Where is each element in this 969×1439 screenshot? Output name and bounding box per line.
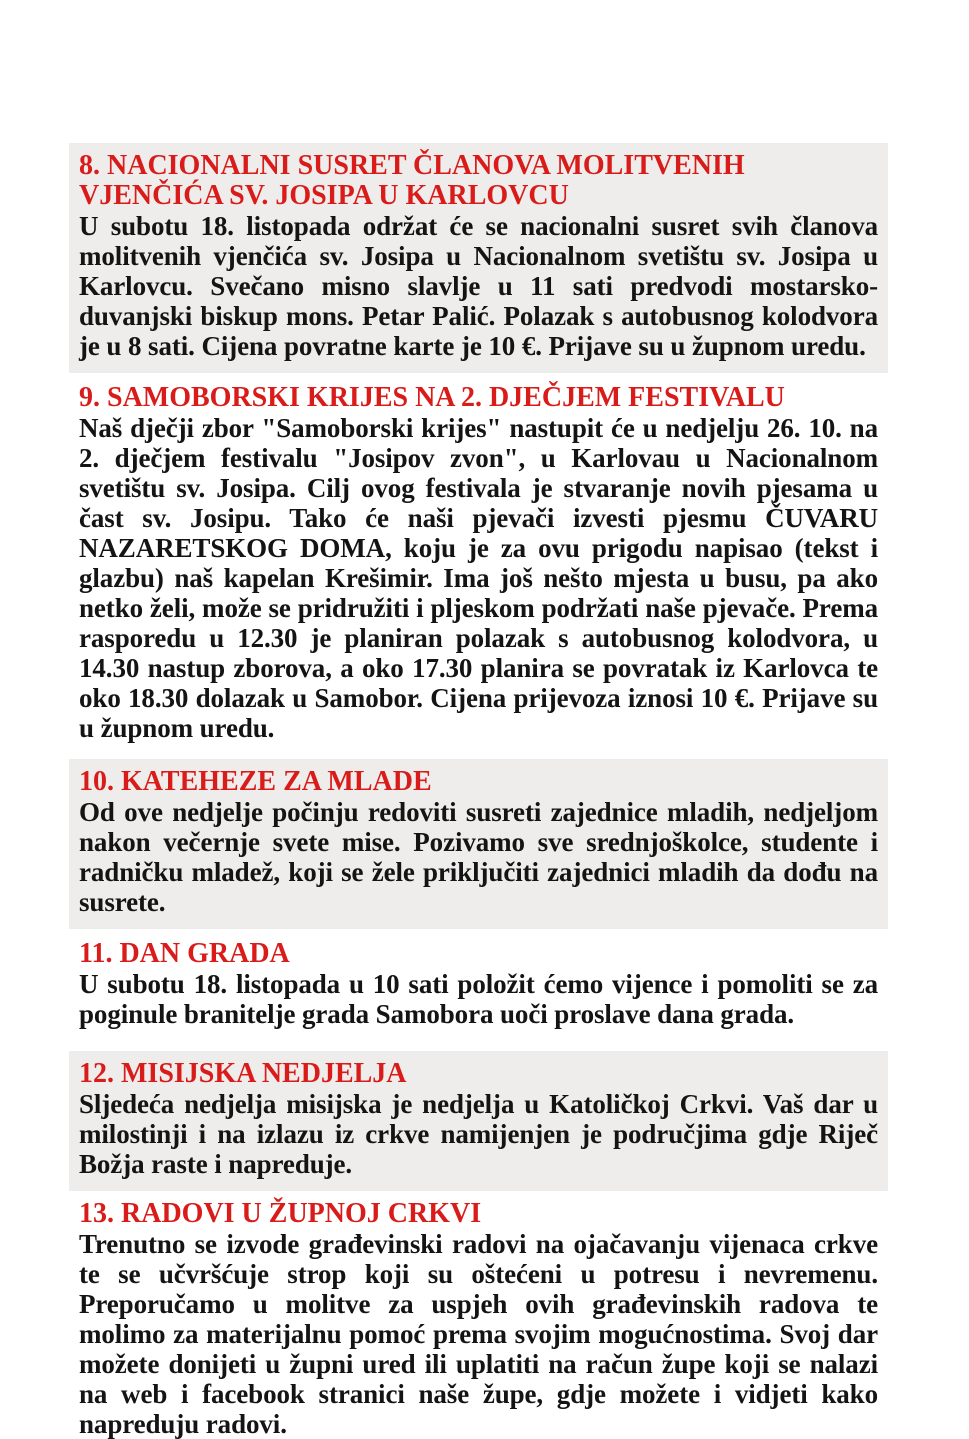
section-heading: 13. RADOVI U ŽUPNOJ CRKVI bbox=[79, 1198, 482, 1229]
section-heading: 12. MISIJSKA NEDJELJA bbox=[79, 1058, 407, 1089]
section-heading: 8. NACIONALNI SUSRET ČLANOVA MOLITVENIH VJENČIĆA SV. JOSIPA U KARLOVCU bbox=[79, 150, 745, 211]
section-body: Sljedeća nedjelja misijska je nedjelja u Katoličkoj Crkvi. Vaš dar u milostinji i na izlazu iz crkve namijenjen je područjima gdje Riječ Božja raste i napreduje. bbox=[79, 1089, 878, 1179]
notices-column bbox=[69, 143, 888, 1439]
notice-section bbox=[69, 759, 888, 929]
section-body: U subotu 18. listopada u 10 sati položit ćemo vijence i pomoliti se za poginule branitelje grada Samobora uoči proslave dana grada. bbox=[79, 969, 878, 1029]
notice-section bbox=[69, 143, 888, 373]
notice-section bbox=[69, 1199, 888, 1439]
section-heading: 11. DAN GRADA bbox=[79, 938, 290, 969]
section-heading: 10. KATEHEZE ZA MLADE bbox=[79, 766, 432, 797]
notice-section bbox=[69, 383, 888, 743]
notice-section bbox=[69, 939, 888, 1029]
section-body: U subotu 18. listopada održat će se nacionalni susret svih članova molitvenih vjenčića sv. Josipa u Nacionalnom svetištu sv. Josipa u Karlovcu. Svečano misno slavlje u 11 sati predvodi mostarsko-duvanjski biskup mons. Petar Palić. Polazak s autobusnog kolodvora je u 8 sati. Cijena povratne karte je 10 €. Prijave su u župnom uredu. bbox=[79, 211, 878, 361]
section-body: Trenutno se izvode građevinski radovi na ojačavanju vijenaca crkve te se učvršćuje strop koji su oštećeni u potresu i nevremenu. Preporučamo u molitve za uspjeh ovih građevinskih radova te molimo za materijalnu pomoć prema svojim mogućnostima. Svoj dar možete donijeti u župni ured ili uplatiti na račun župe koji se nalazi na web i facebook stranici naše župe, gdje možete i vidjeti kako napreduju radovi. bbox=[79, 1229, 878, 1439]
notice-section bbox=[69, 1051, 888, 1191]
section-body: Od ove nedjelje počinju redoviti susreti zajednice mladih, nedjeljom nakon večernje svete mise. Pozivamo sve srednjoškolce, studente i radničku mladež, koji se žele priključiti zajednici mladih da dođu na susrete. bbox=[79, 797, 878, 917]
section-body: Naš dječji zbor "Samoborski krijes" nastupit će u nedjelju 26. 10. na 2. dječjem festivalu "Josipov zvon", u Karlovau u Nacionalnom svetištu sv. Josipa. Cilj ovog festivala je stvaranje novih pjesama u čast sv. Josipu. Tako će naši pjevači izvesti pjesmu ČUVARU NAZARETSKOG DOMA, koju je za ovu prigodu napisao (tekst i glazbu) naš kapelan Krešimir. Ima još nešto mjesta u busu, pa ako netko želi, može se pridružiti i pljeskom podržati naše pjevače. Prema rasporedu u 12.30 je planiran polazak s autobusnog kolodvora, u 14.30 nastup zborova, a oko 17.30 planira se povratak iz Karlovca te oko 18.30 dolazak u Samobor. Cijena prijevoza iznosi 10 €. Prijave su u župnom uredu. bbox=[79, 413, 878, 743]
section-heading: 9. SAMOBORSKI KRIJES NA 2. DJEČJEM FESTIVALU bbox=[79, 382, 785, 413]
